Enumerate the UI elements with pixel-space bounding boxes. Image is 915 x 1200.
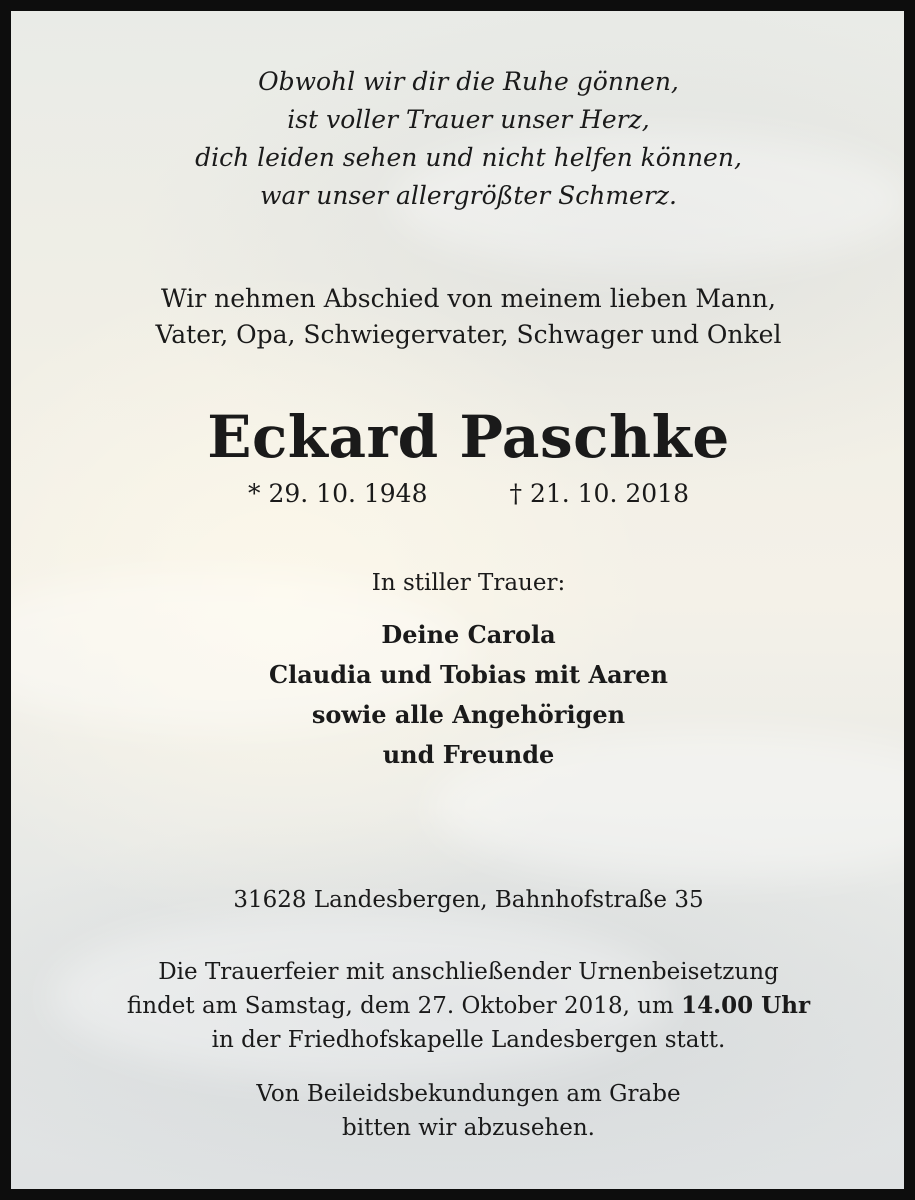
birth-date: * 29. 10. 1948 (248, 479, 428, 508)
farewell-intro (22, 281, 915, 353)
ceremony-info (22, 955, 915, 1057)
address: 31628 Landesbergen, Bahnhofstraße 35 (233, 887, 704, 913)
mourners-list (22, 615, 915, 775)
ceremony-line (22, 989, 915, 1023)
intro-line: Vater, Opa, Schwiegervater, Schwager und Onkel (155, 320, 782, 349)
death-date: † 21. 10. 2018 (509, 479, 689, 508)
ceremony-line: Die Trauerfeier mit anschließender Urnenbeisetzung (158, 959, 779, 985)
ceremony-line: in der Friedhofskapelle Landesbergen statt. (211, 1027, 726, 1053)
closing-note (22, 1077, 915, 1145)
mourner-line: Claudia und Tobias mit Aaren (269, 660, 668, 689)
poem-line: Obwohl wir dir die Ruhe gönnen, (258, 67, 679, 96)
poem-line: ist voller Trauer unser Herz, (287, 105, 650, 134)
closing-line: bitten wir abzusehen. (342, 1115, 595, 1141)
mourner-line: und Freunde (382, 740, 555, 769)
poem-line: dich leiden sehen und nicht helfen können, (195, 143, 742, 172)
deceased-name: Eckard Paschke (207, 403, 730, 471)
ceremony-time: 14.00 Uhr (681, 992, 811, 1019)
life-dates (22, 477, 915, 511)
mourner-line: sowie alle Angehörigen (311, 700, 626, 729)
ceremony-date-text: findet am Samstag, dem 27. Oktober 2018, um (126, 993, 682, 1019)
closing-line: Von Beileidsbekundungen am Grabe (256, 1081, 681, 1107)
intro-line: Wir nehmen Abschied von meinem lieben Mann, (161, 284, 776, 313)
mourner-line: Deine Carola (381, 620, 556, 649)
mourning-label: In stiller Trauer: (371, 570, 566, 596)
poem (22, 63, 915, 215)
poem-line: war unser allergrößter Schmerz. (260, 181, 677, 210)
